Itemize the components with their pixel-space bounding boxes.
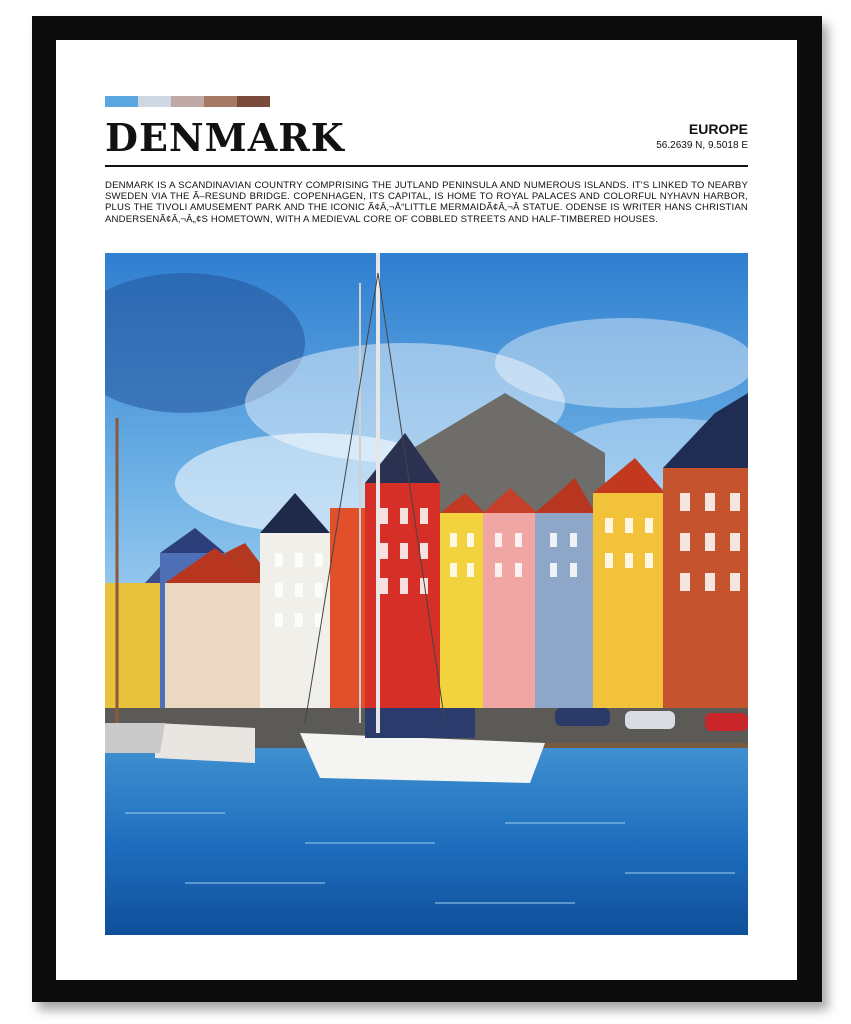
palette-swatch [171, 96, 204, 107]
palette-swatch [105, 96, 138, 107]
header-divider [105, 165, 748, 167]
color-palette [105, 96, 270, 107]
nyhavn-photo [105, 253, 748, 935]
poster-title: DENMARK [105, 115, 345, 160]
region-label: EUROPE [688, 121, 748, 137]
description-text: DENMARK IS A SCANDINAVIAN COUNTRY COMPRISING THE JUTLAND PENINSULA AND NUMEROUS ISLANDS. IT'S LINKED TO NEARBY SWEDEN VIA THE Ã–RESUND BRIDGE. COPENHAGEN, ITS CAPITAL, IS HOME TO ROYAL PALACES AND COLORFUL NYHAVN HARBOR, PLUS THE TIVOLI AMUSEMENT PARK AND THE ICONIC Ã¢Â‚¬Å“LITTLE MERMAIDÃ¢Â‚¬Â STATUE. ODENSE IS WRITER HANS CHRISTIAN ANDERSENÃ¢Â‚¬Â„¢S HOMETOWN, WITH A MEDIEVAL CORE OF COBBLED STREETS AND HALF-TIMBERED HOUSES. [105, 180, 748, 225]
palette-swatch [204, 96, 237, 107]
palette-swatch [138, 96, 171, 107]
palette-swatch [237, 96, 270, 107]
coordinates-label: 56.2639 N, 9.5018 E [656, 140, 748, 151]
